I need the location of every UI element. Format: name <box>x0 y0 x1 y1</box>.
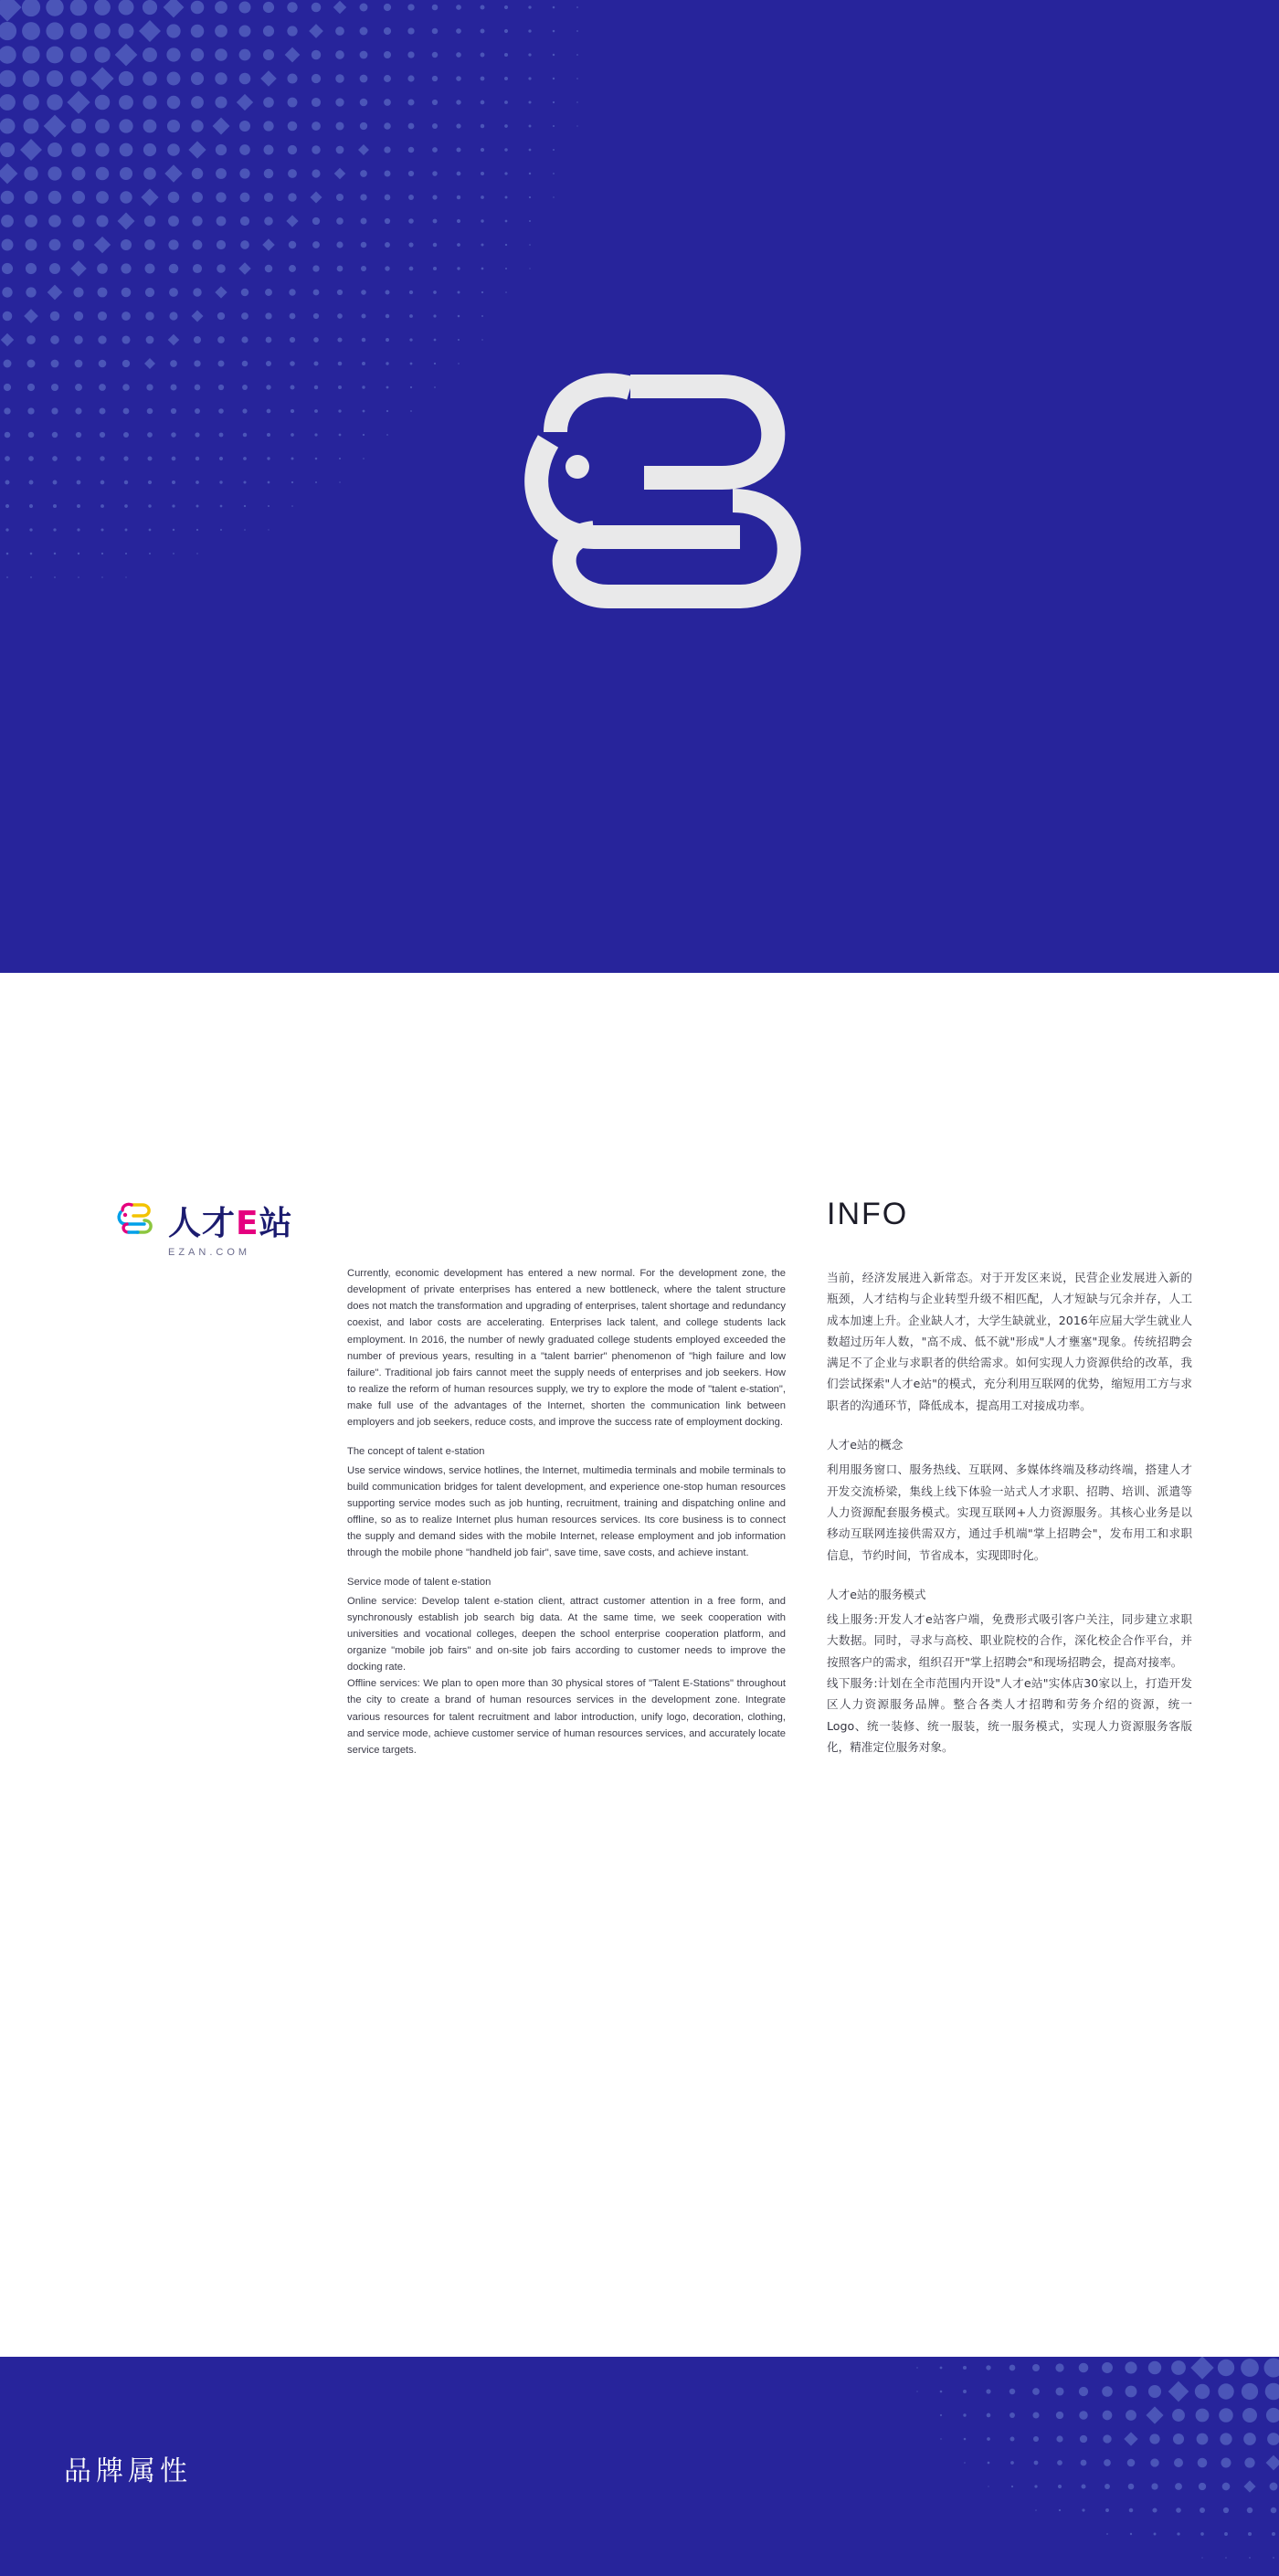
english-concept-body: Use service windows, service hotlines, the Internet, multimedia terminals and mobile terminals to build communication bridges for talent development, and experience one-stop human resources supporting service modes such as job hunting, recruitment, training and dispatching online and offline, so as to realize Internet plus human resources services. Its core business is to connect the supply and demand sides with the mobile Internet, release employment and job information through the mobile phone "handheld job fair", save time, save costs, and achieve instant. <box>347 1464 786 1559</box>
chinese-copy-column <box>827 1197 1192 1776</box>
footer-title: 品牌属性 <box>64 2455 192 2487</box>
footer-halftone-dot-pattern-icon <box>694 2357 1279 2576</box>
english-copy-column <box>347 1265 786 1771</box>
brand-domain: EZAN.COM <box>168 1247 251 1258</box>
english-service-online: Online service: Develop talent e-station client, attract customer attention in a free form, and synchronously establish job search big data. At the same time, we seek cooperation with universities and vocational colleges, deepen the school enterprise cooperation platform, and organize "mobile job fairs" and on-site job fairs according to customer needs to improve the docking rate. <box>347 1595 786 1673</box>
info-title: INFO <box>827 1197 909 1231</box>
chinese-service-online: 线上服务:开发人才e站客户端，免费形式吸引客户关注，同步建立求职大数据。同时，寻求与高校、职业院校的合作，深化校企合作平台，并按照客户的需求，组织召开"掌上招聘会"和现场招聘会，提高对接率。 <box>827 1612 1192 1669</box>
brand-name-accent: E <box>236 1205 259 1242</box>
brand-name-cn <box>168 1205 293 1242</box>
ezan-small-monogram-icon <box>110 1197 159 1240</box>
brand-name-suffix: 站 <box>259 1205 293 1242</box>
english-concept-heading: The concept of talent e-station <box>347 1446 485 1458</box>
chinese-concept-heading: 人才e站的概念 <box>827 1438 904 1452</box>
hero-section <box>0 0 1279 973</box>
english-service-heading: Service mode of talent e-station <box>347 1577 492 1589</box>
content-section <box>0 973 1279 2357</box>
chinese-intro-paragraph: 当前，经济发展进入新常态。对于开发区来说，民营企业发展进入新的瓶颈，人才结构与企业转型升级不相匹配，人才短缺与冗余并存，人工成本加速上升。企业缺人才，大学生缺就业，2016年应届大学生就业人数超过历年人数，"高不成、低不就"形成"人才壅塞"现象。传统招聘会满足不了企业与求职者的供给需求。如何实现人力资源供给的改革，我们尝试探索"人才e站"的模式，充分利用互联网的优势，缩短用工方与求职者的沟通环节，降低成本，提高用工对接成功率。 <box>827 1271 1192 1412</box>
brand-name-prefix: 人才 <box>168 1205 237 1242</box>
brand-logo-lockup <box>110 1197 329 1258</box>
chinese-service-offline: 线下服务:计划在全市范围内开设"人才e站"实体店30家以上，打造开发区人力资源服务品牌。整合各类人才招聘和劳务介绍的资源，统一Logo、统一装修、统一服装，统一服务模式，实现人力资源服务客版化，精准定位服务对象。 <box>827 1676 1192 1754</box>
english-service-offline: Offline services: We plan to open more than 30 physical stores of "Talent E-Stations" throughout the city to create a brand of human resources services in the development zone. Integrate various resources for talent recruitment and labor introduction, unify logo, decoration, clothing, and service mode, achieve customer service of human resources services, and accurately locate service targets. <box>347 1678 786 1756</box>
english-intro-paragraph: Currently, economic development has entered a new normal. For the development zone, the development of private enterprises has entered a new bottleneck, where the talent structure does not match the transformation and upgrading of enterprises, talent shortage and redundancy coexist, and labor costs are accelerating. Enterprises lack talent, and college students lack employment. In 2016, the number of newly graduated college students employed exceeded the number of previous years, resulting in a "talent barrier" phenomenon of "high failure and low failure". Traditional job fairs cannot meet the supply needs of enterprises and job seekers. How to realize the reform of human resources supply, we try to explore the mode of "talent e-station", make full use of the advantages of the Internet, shorten the communication link between employers and job seekers, reduce costs, and improve the success rate of employment docking. <box>347 1268 786 1429</box>
footer-section <box>0 2357 1279 2576</box>
chinese-concept-body: 利用服务窗口、服务热线、互联网、多媒体终端及移动终端，搭建人才开发交流桥梁，集线上线下体验一站式人才求职、招聘、培训、派遣等人力资源配套服务模式。实现互联网+人力资源服务。其核心业务是以移动互联网连接供需双方，通过手机端"掌上招聘会"，发布用工和求职信息，节约时间，节省成本，实现即时化。 <box>827 1462 1192 1562</box>
chinese-service-heading: 人才e站的服务模式 <box>827 1587 926 1601</box>
ezan-monogram-logo <box>0 0 1279 973</box>
